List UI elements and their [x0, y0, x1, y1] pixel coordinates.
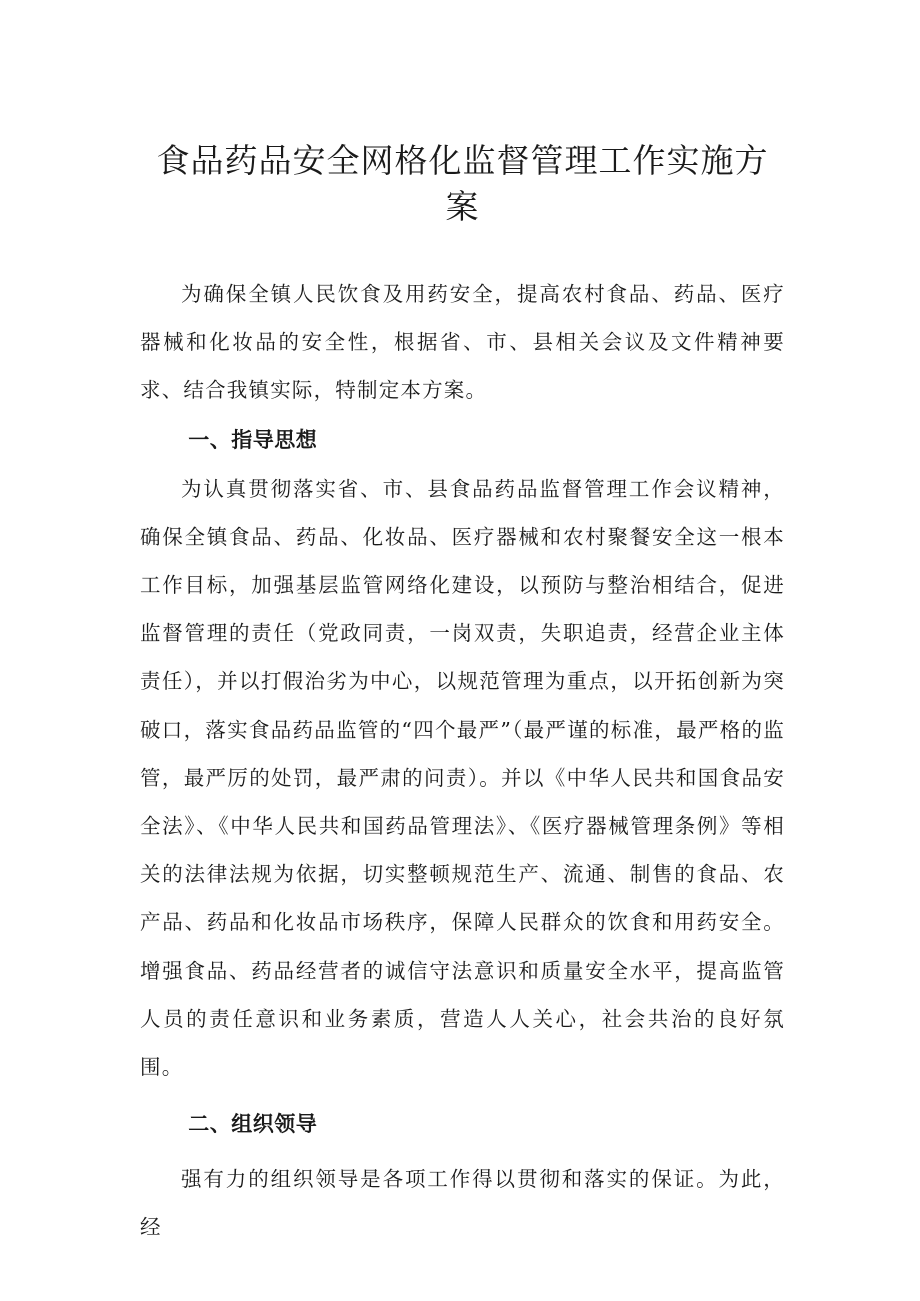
section-heading-guiding-ideology: 一、指导思想 — [188, 427, 318, 452]
section-body-guiding-ideology: 为认真贯彻落实省、市、县食品药品监督管理工作会议精神，确保全镇食品、药品、化妆品、医疗器械和农村聚餐安全这一根本工作目标，加强基层监管网络化建设，以预防与整治相结合，促进监督管理的责任（党政同责，一岗双责，失职追责，经营企业主体责任），并以打假治劣为中心，以规范管理为重点，以开拓创新为突破口，落实食品药品监管的“四个最严”（最严谨的标准，最严格的监管，最严厉的处罚，最严肃的问责）。并以《中华人民共和国食品安全法》、《中华人民共和国药品管理法》、《医疗器械管理条例》等相关的法律法规为依据，切实整顿规范生产、流通、制售的食品、农产品、药品和化妆品市场秩序，保障人民群众的饮食和用药安全。增强食品、药品经营者的诚信守法意识和质量安全水平，提高监管人员的责任意识和业务素质，营造人人关心，社会共治的良好氛围。 — [140, 476, 785, 1080]
intro-paragraph: 为确保全镇人民饮食及用药安全，提高农村食品、药品、医疗器械和化妆品的安全性，根据省、市、县相关会议及文件精神要求、结合我镇实际，特制定本方案。 — [140, 282, 785, 403]
section-body-organization-leadership: 强有力的组织领导是各项工作得以贯彻和落实的保证。为此，经 — [140, 1167, 785, 1240]
document-page — [140, 0, 785, 1252]
document-title: 食品药品安全网格化监督管理工作实施方案 — [156, 141, 769, 226]
section-heading-organization-leadership: 二、组织领导 — [188, 1112, 318, 1137]
